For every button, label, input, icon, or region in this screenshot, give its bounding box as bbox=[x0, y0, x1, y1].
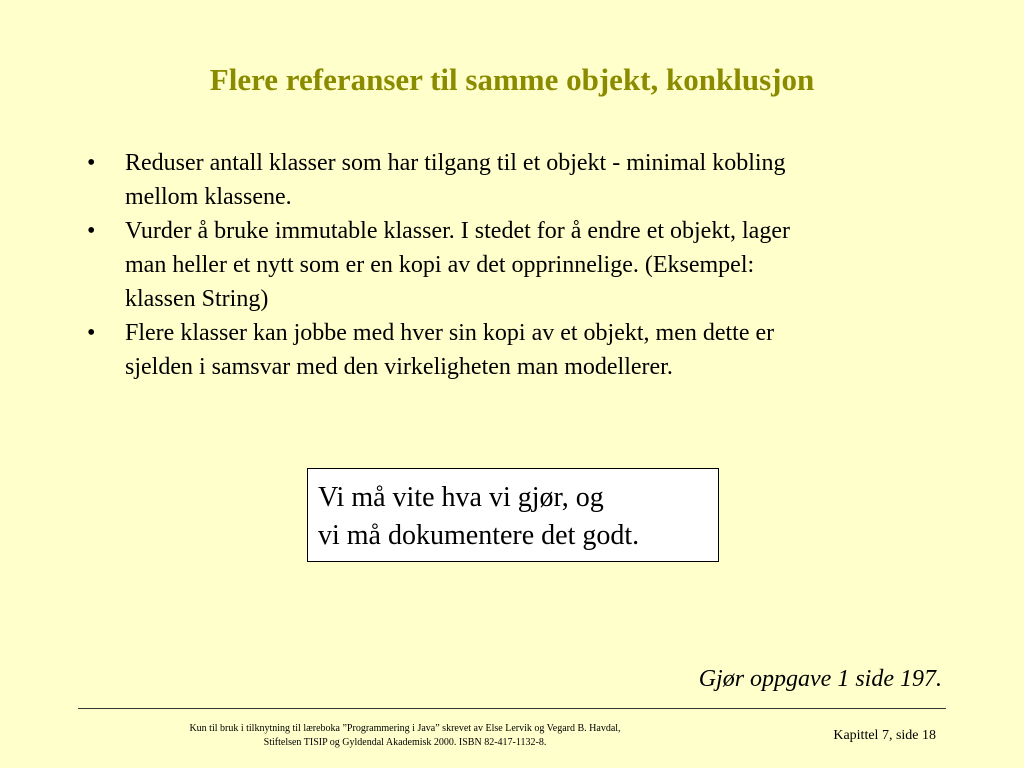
footer-credit-line: Stiftelsen TISIP og Gyldendal Akademisk 2000. ISBN 82-417-1132-8. bbox=[263, 737, 547, 748]
bullet-list bbox=[82, 146, 942, 384]
callout-line: Vi må vite hva vi gjør, og bbox=[318, 482, 604, 513]
callout-line: vi må dokumentere det godt. bbox=[318, 520, 640, 551]
bullet-marker: • bbox=[87, 218, 96, 244]
bullet-line: sjelden i samsvar med den virkeligheten man modellerer. bbox=[125, 354, 673, 380]
bullet-line: Vurder å bruke immutable klasser. I stedet for å endre et objekt, lager bbox=[125, 218, 790, 244]
list-item bbox=[82, 146, 942, 214]
page-number: Kapittel 7, side 18 bbox=[833, 728, 936, 743]
bullet-marker: • bbox=[87, 150, 96, 176]
bullet-line: man heller et nytt som er en kopi av det opprinnelige. (Eksempel: bbox=[125, 252, 755, 278]
footer-credit-line: Kun til bruk i tilknytning til læreboka ”Programmering i Java” skrevet av Else Lervik og Vegard B. Havdal, bbox=[189, 723, 621, 734]
footer-credit bbox=[150, 722, 660, 750]
bullet-line: klassen String) bbox=[125, 286, 269, 312]
callout-box bbox=[307, 468, 719, 562]
slide-title: Flere referanser til samme objekt, konklusjon bbox=[209, 62, 815, 97]
bullet-marker: • bbox=[87, 320, 96, 346]
list-item bbox=[82, 214, 942, 316]
task-reference: Gjør oppgave 1 side 197. bbox=[698, 666, 942, 692]
bullet-line: Flere klasser kan jobbe med hver sin kopi av et objekt, men dette er bbox=[125, 320, 775, 346]
bullet-line: mellom klassene. bbox=[125, 184, 292, 210]
list-item bbox=[82, 316, 942, 384]
footer-divider bbox=[78, 708, 946, 709]
bullet-line: Reduser antall klasser som har tilgang til et objekt - minimal kobling bbox=[125, 150, 786, 176]
